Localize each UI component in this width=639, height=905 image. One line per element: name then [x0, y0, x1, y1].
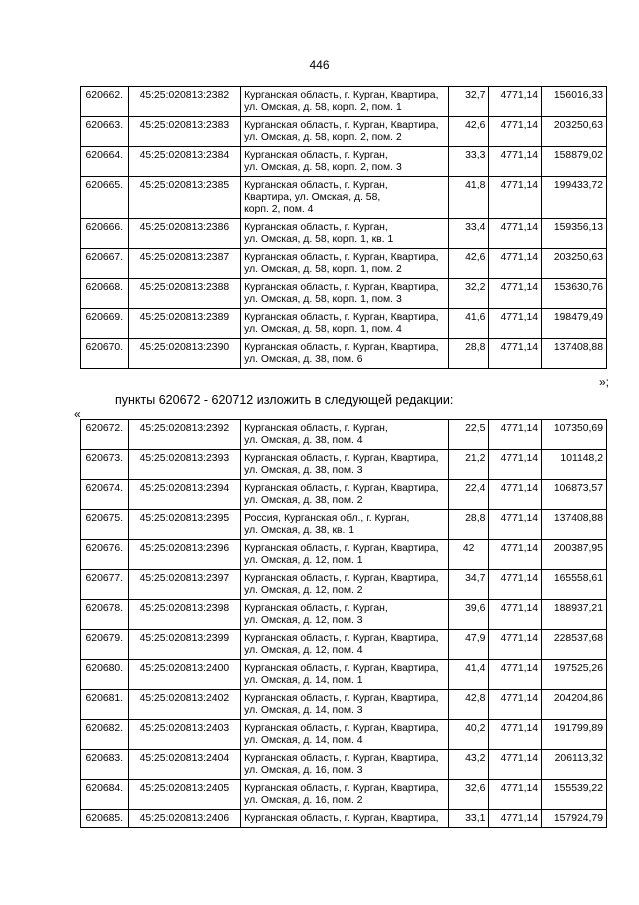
cadastral-number-cell: 45:25:020813:2390	[128, 339, 240, 369]
area-cell: 40,2	[448, 720, 489, 750]
unit-price-cell: 4771,14	[489, 540, 542, 570]
row-number-cell: 620663.	[81, 117, 129, 147]
row-number-cell: 620673.	[81, 450, 129, 480]
cadastral-number-cell: 45:25:020813:2398	[128, 600, 240, 630]
table-row	[81, 630, 607, 660]
unit-price-cell: 4771,14	[489, 510, 542, 540]
area-cell: 42,6	[448, 249, 489, 279]
area-cell: 32,2	[448, 279, 489, 309]
table-body-bottom	[81, 420, 607, 828]
cadastral-number-cell: 45:25:020813:2387	[128, 249, 240, 279]
address-line: ул. Омская, д. 38, пом. 4	[244, 435, 363, 446]
address-line: Россия, Курганская обл., г. Курган,	[244, 513, 410, 524]
address-line: Курганская область, г. Курган, Квартира,	[244, 723, 439, 734]
cadastral-number-cell: 45:25:020813:2382	[128, 87, 240, 117]
unit-price-cell: 4771,14	[489, 690, 542, 720]
cadastral-number-cell: 45:25:020813:2386	[128, 219, 240, 249]
unit-price-cell: 4771,14	[489, 480, 542, 510]
row-number-cell: 620662.	[81, 87, 129, 117]
address-line: Курганская область, г. Курган, Квартира,	[244, 312, 439, 323]
table-row	[81, 510, 607, 540]
total-value-cell: 204204,86	[542, 690, 607, 720]
unit-price-cell: 4771,14	[489, 249, 542, 279]
cadastral-number-cell: 45:25:020813:2395	[128, 510, 240, 540]
row-number-cell: 620678.	[81, 600, 129, 630]
address-line: Курганская область, г. Курган, Квартира,	[244, 633, 439, 644]
total-value-cell: 206113,32	[542, 750, 607, 780]
total-value-cell: 188937,21	[542, 600, 607, 630]
area-cell: 21,2	[448, 450, 489, 480]
address-cell	[241, 480, 449, 510]
area-cell: 33,4	[448, 219, 489, 249]
total-value-cell: 200387,95	[542, 540, 607, 570]
address-line: ул. Омская, д. 58, корп. 1, кв. 1	[244, 234, 394, 245]
cadastral-number-cell: 45:25:020813:2397	[128, 570, 240, 600]
cadastral-number-cell: 45:25:020813:2388	[128, 279, 240, 309]
total-value-cell: 157924,79	[542, 810, 607, 828]
row-number-cell: 620683.	[81, 750, 129, 780]
total-value-cell: 106873,57	[542, 480, 607, 510]
address-line: Курганская область, г. Курган,	[244, 222, 388, 233]
area-cell: 34,7	[448, 570, 489, 600]
total-value-cell: 203250,63	[542, 249, 607, 279]
address-line: Курганская область, г. Курган, Квартира,	[244, 90, 439, 101]
table-row	[81, 309, 607, 339]
table-row	[81, 147, 607, 177]
table-body-top	[81, 87, 607, 369]
cadastral-number-cell: 45:25:020813:2405	[128, 780, 240, 810]
total-value-cell: 155539,22	[542, 780, 607, 810]
address-line: Курганская область, г. Курган, Квартира,	[244, 120, 439, 131]
total-value-cell: 198479,49	[542, 309, 607, 339]
total-value-cell: 156016,33	[542, 87, 607, 117]
area-cell: 22,4	[448, 480, 489, 510]
row-number-cell: 620681.	[81, 690, 129, 720]
address-cell	[241, 147, 449, 177]
address-cell	[241, 570, 449, 600]
row-number-cell: 620677.	[81, 570, 129, 600]
total-value-cell: 228537,68	[542, 630, 607, 660]
property-table-bottom	[80, 419, 607, 828]
address-cell	[241, 450, 449, 480]
table-row	[81, 177, 607, 219]
address-line: Курганская область, г. Курган,	[244, 423, 388, 434]
address-line: Курганская область, г. Курган, Квартира,	[244, 573, 439, 584]
cadastral-number-cell: 45:25:020813:2406	[128, 810, 240, 828]
table-row	[81, 117, 607, 147]
cadastral-number-cell: 45:25:020813:2404	[128, 750, 240, 780]
row-number-cell: 620672.	[81, 420, 129, 450]
address-line: ул. Омская, д. 38, пом. 2	[244, 495, 363, 506]
unit-price-cell: 4771,14	[489, 810, 542, 828]
unit-price-cell: 4771,14	[489, 420, 542, 450]
address-cell	[241, 750, 449, 780]
address-line: Курганская область, г. Курган, Квартира,	[244, 693, 439, 704]
address-line: ул. Омская, д. 12, пом. 4	[244, 645, 363, 656]
address-cell	[241, 690, 449, 720]
table-row	[81, 450, 607, 480]
total-value-cell: 199433,72	[542, 177, 607, 219]
address-cell	[241, 339, 449, 369]
address-line: ул. Омская, д. 12, пом. 1	[244, 555, 363, 566]
unit-price-cell: 4771,14	[489, 570, 542, 600]
row-number-cell: 620664.	[81, 147, 129, 177]
cadastral-number-cell: 45:25:020813:2392	[128, 420, 240, 450]
address-line: Курганская область, г. Курган, Квартира,	[244, 342, 439, 353]
row-number-cell: 620666.	[81, 219, 129, 249]
row-number-cell: 620676.	[81, 540, 129, 570]
unit-price-cell: 4771,14	[489, 660, 542, 690]
row-number-cell: 620674.	[81, 480, 129, 510]
address-line: Курганская область, г. Курган, Квартира,	[244, 252, 439, 263]
address-line: Курганская область, г. Курган, Квартира,	[244, 813, 439, 824]
unit-price-cell: 4771,14	[489, 720, 542, 750]
address-cell	[241, 540, 449, 570]
row-number-cell: 620669.	[81, 309, 129, 339]
unit-price-cell: 4771,14	[489, 780, 542, 810]
cadastral-number-cell: 45:25:020813:2393	[128, 450, 240, 480]
area-cell: 43,2	[448, 750, 489, 780]
area-cell: 28,8	[448, 339, 489, 369]
amendment-instruction: пункты 620672 - 620712 изложить в следующей редакции:	[115, 393, 454, 407]
total-value-cell: 191799,89	[542, 720, 607, 750]
address-line: Квартира, ул. Омская, д. 58,	[244, 192, 381, 203]
cadastral-number-cell: 45:25:020813:2394	[128, 480, 240, 510]
address-cell	[241, 177, 449, 219]
area-cell: 33,3	[448, 147, 489, 177]
unit-price-cell: 4771,14	[489, 339, 542, 369]
row-number-cell: 620667.	[81, 249, 129, 279]
area-cell: 42,8	[448, 690, 489, 720]
address-cell	[241, 780, 449, 810]
area-cell: 41,4	[448, 660, 489, 690]
area-cell: 42	[448, 540, 489, 570]
address-line: ул. Омская, д. 14, пом. 3	[244, 705, 363, 716]
address-line: корп. 2, пом. 4	[244, 204, 314, 215]
address-line: ул. Омская, д. 14, пом. 1	[244, 675, 363, 686]
row-number-cell: 620675.	[81, 510, 129, 540]
unit-price-cell: 4771,14	[489, 450, 542, 480]
cadastral-number-cell: 45:25:020813:2396	[128, 540, 240, 570]
row-number-cell: 620685.	[81, 810, 129, 828]
cadastral-number-cell: 45:25:020813:2402	[128, 690, 240, 720]
total-value-cell: 203250,63	[542, 117, 607, 147]
address-line: Курганская область, г. Курган, Квартира,	[244, 543, 439, 554]
page-number: 446	[309, 58, 330, 72]
table-row	[81, 810, 607, 828]
table-row	[81, 219, 607, 249]
address-cell	[241, 660, 449, 690]
address-line: ул. Омская, д. 38, пом. 6	[244, 354, 363, 365]
cadastral-number-cell: 45:25:020813:2383	[128, 117, 240, 147]
address-line: ул. Омская, д. 12, пом. 3	[244, 615, 363, 626]
cadastral-number-cell: 45:25:020813:2389	[128, 309, 240, 339]
area-cell: 39,6	[448, 600, 489, 630]
total-value-cell: 137408,88	[542, 510, 607, 540]
row-number-cell: 620680.	[81, 660, 129, 690]
address-line: Курганская область, г. Курган, Квартира,	[244, 483, 439, 494]
total-value-cell: 153630,76	[542, 279, 607, 309]
row-number-cell: 620665.	[81, 177, 129, 219]
address-line: ул. Омская, д. 12, пом. 2	[244, 585, 363, 596]
table-row	[81, 87, 607, 117]
cadastral-number-cell: 45:25:020813:2400	[128, 660, 240, 690]
address-line: Курганская область, г. Курган,	[244, 603, 388, 614]
address-line: ул. Омская, д. 58, корп. 2, пом. 2	[244, 132, 402, 143]
unit-price-cell: 4771,14	[489, 177, 542, 219]
table-row	[81, 540, 607, 570]
address-cell	[241, 87, 449, 117]
address-cell	[241, 309, 449, 339]
address-cell	[241, 600, 449, 630]
cadastral-number-cell: 45:25:020813:2385	[128, 177, 240, 219]
cadastral-number-cell: 45:25:020813:2384	[128, 147, 240, 177]
unit-price-cell: 4771,14	[489, 600, 542, 630]
area-cell: 32,7	[448, 87, 489, 117]
address-line: ул. Омская, д. 58, корп. 1, пом. 2	[244, 264, 402, 275]
opening-quote-mark: «	[74, 407, 81, 421]
row-number-cell: 620668.	[81, 279, 129, 309]
table-row	[81, 570, 607, 600]
unit-price-cell: 4771,14	[489, 147, 542, 177]
row-number-cell: 620670.	[81, 339, 129, 369]
area-cell: 28,8	[448, 510, 489, 540]
address-line: ул. Омская, д. 58, корп. 1, пом. 3	[244, 294, 402, 305]
address-line: ул. Омская, д. 16, пом. 3	[244, 765, 363, 776]
table-row	[81, 249, 607, 279]
table-row	[81, 480, 607, 510]
row-number-cell: 620684.	[81, 780, 129, 810]
table-row	[81, 279, 607, 309]
address-cell	[241, 219, 449, 249]
address-line: Курганская область, г. Курган, Квартира,	[244, 282, 439, 293]
unit-price-cell: 4771,14	[489, 279, 542, 309]
row-number-cell: 620682.	[81, 720, 129, 750]
area-cell: 41,6	[448, 309, 489, 339]
area-cell: 33,1	[448, 810, 489, 828]
address-line: ул. Омская, д. 38, кв. 1	[244, 525, 355, 536]
table-row	[81, 780, 607, 810]
area-cell: 32,6	[448, 780, 489, 810]
address-cell	[241, 279, 449, 309]
table-row	[81, 660, 607, 690]
address-cell	[241, 510, 449, 540]
property-table-top	[80, 86, 607, 369]
unit-price-cell: 4771,14	[489, 309, 542, 339]
address-line: Курганская область, г. Курган, Квартира,	[244, 453, 439, 464]
area-cell: 42,6	[448, 117, 489, 147]
address-cell	[241, 117, 449, 147]
total-value-cell: 197525,26	[542, 660, 607, 690]
unit-price-cell: 4771,14	[489, 750, 542, 780]
address-cell	[241, 630, 449, 660]
area-cell: 41,8	[448, 177, 489, 219]
area-cell: 47,9	[448, 630, 489, 660]
address-line: ул. Омская, д. 16, пом. 2	[244, 795, 363, 806]
unit-price-cell: 4771,14	[489, 87, 542, 117]
table-row	[81, 750, 607, 780]
cadastral-number-cell: 45:25:020813:2403	[128, 720, 240, 750]
address-line: Курганская область, г. Курган, Квартира,	[244, 753, 439, 764]
closing-quote-mark: »;	[598, 375, 609, 389]
table-row	[81, 420, 607, 450]
total-value-cell: 101148,2	[542, 450, 607, 480]
total-value-cell: 158879,02	[542, 147, 607, 177]
total-value-cell: 165558,61	[542, 570, 607, 600]
address-line: ул. Омская, д. 58, корп. 2, пом. 1	[244, 102, 402, 113]
total-value-cell: 107350,69	[542, 420, 607, 450]
area-cell: 22,5	[448, 420, 489, 450]
address-line: Курганская область, г. Курган, Квартира,	[244, 663, 439, 674]
address-line: ул. Омская, д. 58, корп. 1, пом. 4	[244, 324, 402, 335]
unit-price-cell: 4771,14	[489, 117, 542, 147]
address-cell	[241, 720, 449, 750]
total-value-cell: 159356,13	[542, 219, 607, 249]
total-value-cell: 137408,88	[542, 339, 607, 369]
table-row	[81, 690, 607, 720]
address-line: ул. Омская, д. 38, пом. 3	[244, 465, 363, 476]
table-row	[81, 720, 607, 750]
address-line: Курганская область, г. Курган,	[244, 180, 388, 191]
unit-price-cell: 4771,14	[489, 630, 542, 660]
table-row	[81, 339, 607, 369]
row-number-cell: 620679.	[81, 630, 129, 660]
table-row	[81, 600, 607, 630]
cadastral-number-cell: 45:25:020813:2399	[128, 630, 240, 660]
unit-price-cell: 4771,14	[489, 219, 542, 249]
address-line: ул. Омская, д. 58, корп. 2, пом. 3	[244, 162, 402, 173]
address-line: Курганская область, г. Курган, Квартира,	[244, 783, 439, 794]
address-cell	[241, 249, 449, 279]
address-line: ул. Омская, д. 14, пом. 4	[244, 735, 363, 746]
address-cell	[241, 810, 449, 828]
address-line: Курганская область, г. Курган,	[244, 150, 388, 161]
address-cell	[241, 420, 449, 450]
